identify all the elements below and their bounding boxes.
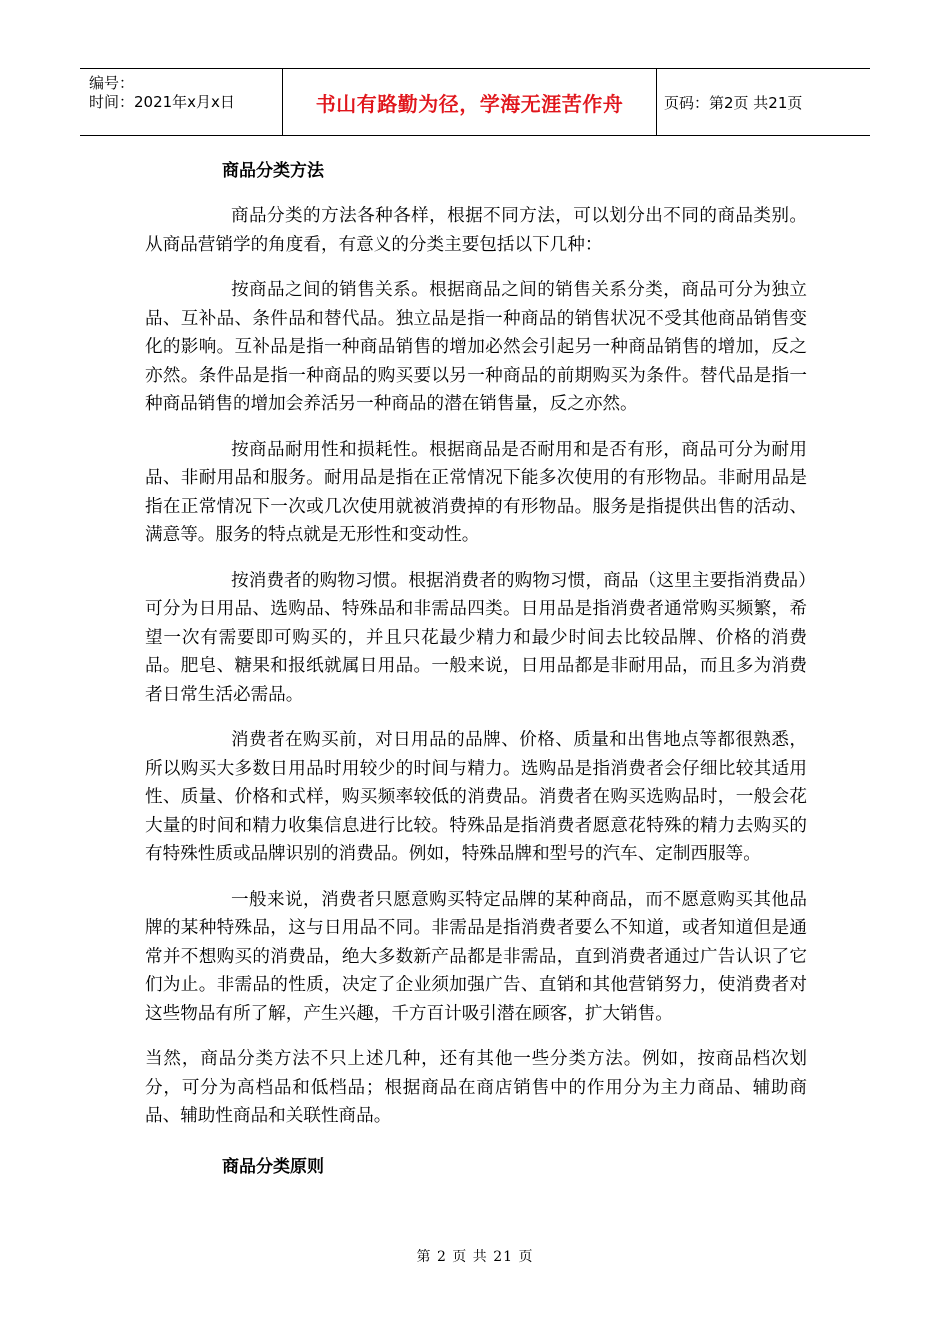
page-footer: 第 2 页 共 21 页 <box>416 1249 534 1265</box>
paragraph: 按消费者的购物习惯。根据消费者的购物习惯，商品（这里主要指消费品）可分为日用品、选购品、特殊品和非需品四类。日用品是指消费者通常购买频繁，希望一次有需要即可购买的，并且只花最少精力和最少时间去比较品牌、价格的消费品。肥皂、糖果和报纸就属日用品。一般来说，日用品都是非耐用品，而且多为消费者日常生活必需品。 <box>145 570 807 705</box>
paragraph: 当然，商品分类方法不只上述几种，还有其他一些分类方法。例如，按商品档次划分，可分为高档品和低档品；根据商品在商店销售中的作用分为主力商品、辅助商品、辅助性商品和关联性商品。 <box>145 1049 807 1126</box>
section-heading-classification-principles: 商品分类原则 <box>222 1156 324 1177</box>
header-page-info: 页码：第2页 共21页 <box>664 93 803 112</box>
paragraph: 按商品之间的销售关系。根据商品之间的销售关系分类，商品可分为独立品、互补品、条件品和替代品。独立品是指一种商品的销售状况不受其他商品销售变化的影响。互补品是指一种商品销售的增加必然会引起另一种商品销售的增加，反之亦然。条件品是指一种商品的购买要以另一种商品的前期购买为条件。替代品是指一种商品销售的增加会养活另一种商品的潜在销售量，反之亦然。 <box>145 280 807 414</box>
document-body <box>145 152 807 1186</box>
paragraph: 按商品耐用性和损耗性。根据商品是否耐用和是否有形，商品可分为耐用品、非耐用品和服务。耐用品是指在正常情况下能多次使用的有形物品。非耐用品是指在正常情况下一次或几次使用就被消费掉的有形物品。服务是指提供出售的活动、满意等。服务的特点就是无形性和变动性。 <box>145 439 807 545</box>
date-label: 时间：2021年x月x日 <box>89 93 235 111</box>
paragraph: 消费者在购买前，对日用品的品牌、价格、质量和出售地点等都很熟悉，所以购买大多数日用品时用较少的时间与精力。选购品是指消费者会仔细比较其适用性、质量、价格和式样，购买频率较低的消费品。消费者在购买选购品时，一般会花大量的时间和精力收集信息进行比较。特殊品是指消费者愿意花特殊的精力去购买的有特殊性质或品牌识别的消费品。例如，特殊品牌和型号的汽车、定制西服等。 <box>145 730 807 864</box>
section-heading-classification-methods: 商品分类方法 <box>222 161 324 181</box>
header-meta-cell <box>80 69 283 135</box>
paragraph: 商品分类的方法各种各样，根据不同方法，可以划分出不同的商品类别。从商品营销学的角度看，有意义的分类主要包括以下几种： <box>145 206 807 255</box>
header-table <box>80 68 870 136</box>
paragraph: 一般来说，消费者只愿意购买特定品牌的某种商品，而不愿意购买其他品牌的某种特殊品，这与日用品不同。非需品是指消费者要么不知道，或者知道但是通常并不想购买的消费品，绝大多数新产品都是非需品，直到消费者通过广告认识了它们为止。非需品的性质，决定了企业须加强广告、直销和其他营销努力，使消费者对这些物品有所了解，产生兴趣，千方百计吸引潜在顾客，扩大销售。 <box>145 889 807 1024</box>
header-motto: 书山有路勤为径，学海无涯苦作舟 <box>283 69 657 135</box>
serial-number-label: 编号： <box>89 74 135 92</box>
